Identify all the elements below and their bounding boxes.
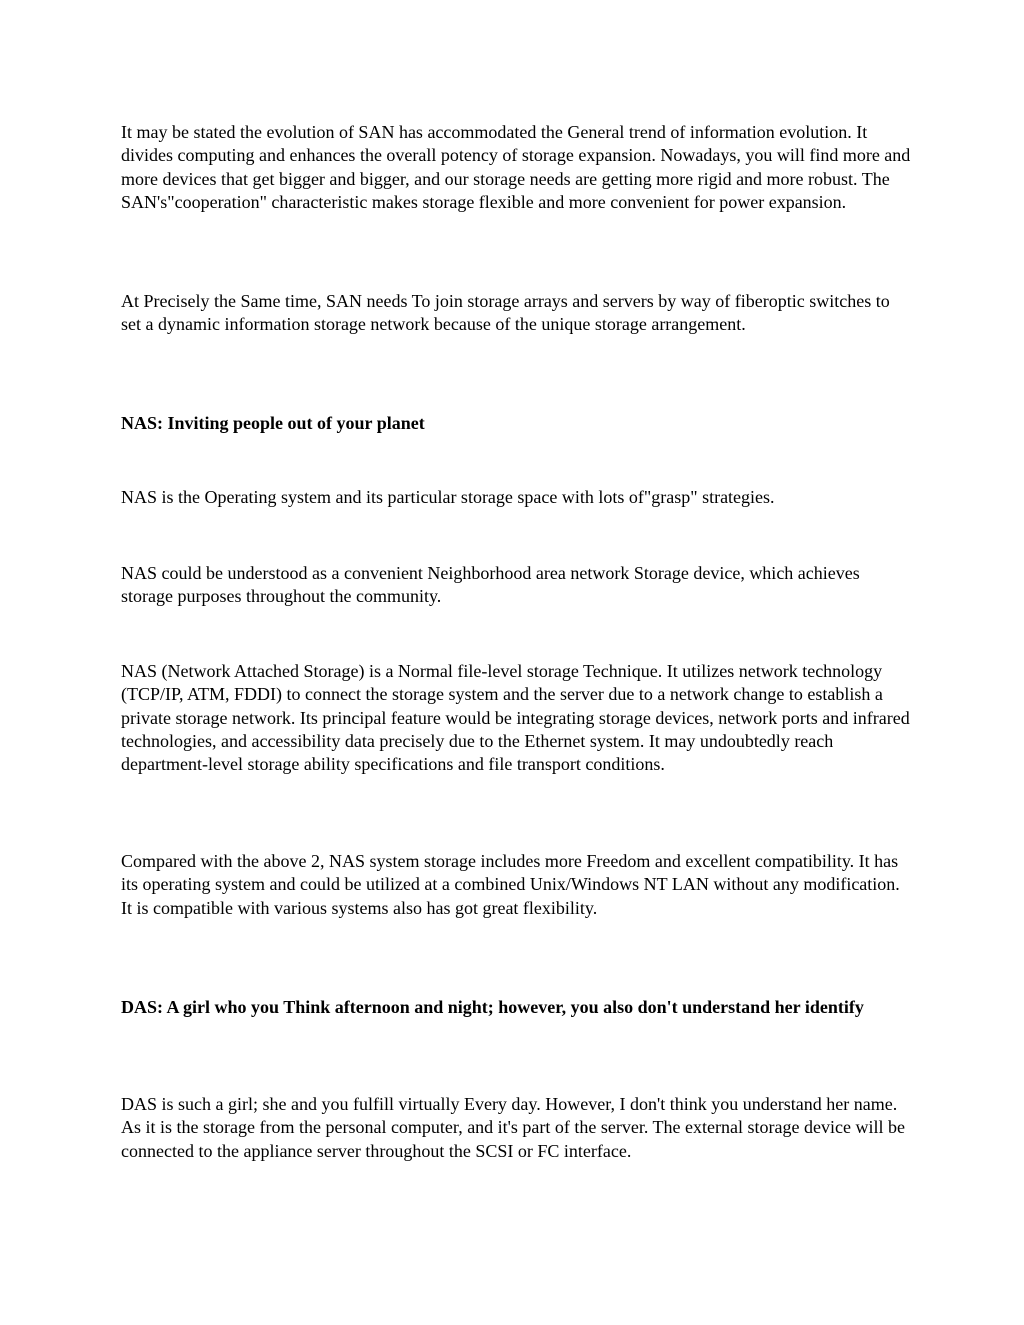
heading-nas: NAS: Inviting people out of your planet — [121, 413, 425, 433]
paragraph-san-evolution: It may be stated the evolution of SAN has accommodated the General trend of information evolution. It divides computing and enhances the overall potency of storage expansion. Nowadays, you will find more and more devices that get bigger and bigger, and our storage needs are getting more rigid and more robust. The SAN's"cooperation" characteristic makes storage flexible and more convenient for power expansion. — [121, 122, 911, 212]
paragraph-nas-understood: NAS could be understood as a convenient Neighborhood area network Storage device, which achieves storage purposes throughout the community. — [121, 563, 860, 607]
paragraph-nas-compared: Compared with the above 2, NAS system storage includes more Freedom and excellent compatibility. It has its operating system and could be utilized at a combined Unix/Windows NT LAN without any modification. It is compatible with various systems also has got great flexibility. — [121, 851, 900, 918]
paragraph-nas-operating-system: NAS is the Operating system and its particular storage space with lots of"grasp" strategies. — [121, 487, 775, 507]
paragraph-das-description: DAS is such a girl; she and you fulfill virtually Every day. However, I don't think you understand her name. As it is the storage from the personal computer, and it's part of the server. The external storage device will be connected to the appliance server throughout the SCSI or FC interface. — [121, 1094, 905, 1161]
heading-das: DAS: A girl who you Think afternoon and night; however, you also don't understand her identify — [121, 997, 864, 1017]
paragraph-san-fiberoptic: At Precisely the Same time, SAN needs To join storage arrays and servers by way of fiberoptic switches to set a dynamic information storage network because of the unique storage arrangement. — [121, 291, 890, 335]
paragraph-nas-definition: NAS (Network Attached Storage) is a Normal file-level storage Technique. It utilizes network technology (TCP/IP, ATM, FDDI) to connect the storage system and the server due to a network change to establish a private storage network. Its principal feature would be integrating storage devices, network ports and infrared technologies, and accessibility data precisely due to the Ethernet system. It may undoubtedly reach department-level storage ability specifications and file transport conditions. — [121, 661, 910, 775]
